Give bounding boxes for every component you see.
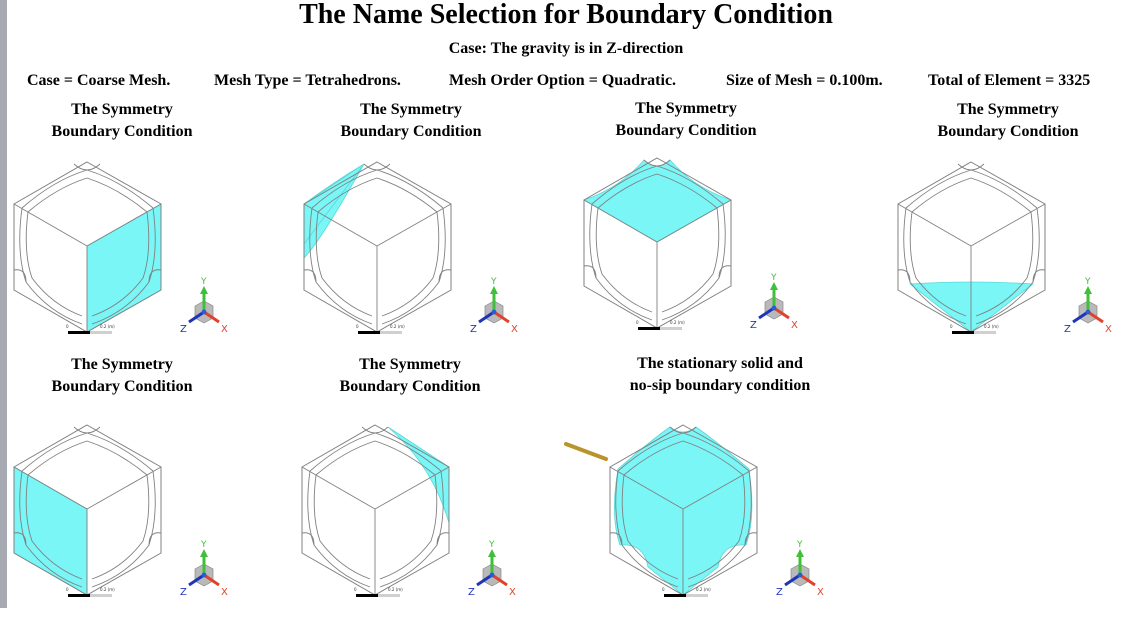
panel-6-geometry [302, 425, 537, 615]
geometry-edge [971, 204, 1045, 246]
geometry-edge [906, 170, 1037, 208]
axis-triad-icon [776, 540, 824, 598]
scale-bar-label: 0.2 (m) [984, 324, 999, 329]
geometry-edge [912, 178, 1031, 212]
svg-text:Z: Z [470, 324, 477, 335]
axis-triad-icon [468, 540, 516, 598]
panel-5-svg [14, 425, 249, 615]
highlighted-face [87, 204, 161, 332]
scale-bar [66, 587, 115, 597]
panel-5-label-line2: Boundary Condition [51, 378, 193, 395]
svg-text:Z: Z [180, 324, 187, 335]
svg-text:0: 0 [66, 587, 69, 592]
svg-text:0: 0 [66, 324, 69, 329]
scale-bar-label: 0.2 (m) [100, 587, 115, 592]
panel-4-label-line2: Boundary Condition [937, 123, 1079, 140]
panel-2-label-line1: The Symmetry [360, 101, 462, 118]
geometry-outline [302, 425, 449, 595]
svg-text:Z: Z [180, 587, 187, 598]
geometry-edge [314, 475, 370, 579]
svg-text:X: X [221, 324, 228, 335]
svg-text:X: X [509, 587, 516, 598]
svg-text:X: X [791, 320, 798, 331]
panel-6-svg [302, 425, 537, 615]
info-mesh-order: Mesh Order Option = Quadratic. [449, 72, 677, 89]
geometry-outline [304, 162, 451, 332]
svg-text:0: 0 [950, 324, 953, 329]
panel-2-label [321, 99, 501, 143]
svg-text:Y: Y [771, 273, 777, 283]
panel-1-svg [14, 162, 249, 352]
axis-triad-icon [470, 277, 518, 335]
scale-bar-label: 0.2 (m) [390, 324, 405, 329]
highlighted-face [14, 467, 87, 595]
geometry-edge [14, 204, 87, 246]
svg-text:X: X [817, 587, 824, 598]
svg-text:0: 0 [356, 324, 359, 329]
case-subtitle: Case: The gravity is in Z-direction [448, 40, 684, 57]
geometry-edge [382, 212, 439, 316]
scale-bar-label: 0.2 (m) [388, 587, 403, 592]
svg-text:X: X [511, 324, 518, 335]
panel-2-geometry [304, 162, 539, 352]
panel-7-svg [610, 425, 845, 615]
scale-bar [356, 324, 405, 334]
panel-3-label [596, 98, 776, 142]
axis-triad-icon [1064, 277, 1112, 335]
scale-bar [354, 587, 403, 597]
info-mesh-size: Size of Mesh = 0.100m. [726, 72, 883, 89]
panel-5-label-line1: The Symmetry [71, 356, 173, 373]
panel-7-label [600, 353, 840, 397]
svg-text:Z: Z [1064, 324, 1071, 335]
panel-3-label-line2: Boundary Condition [615, 122, 757, 139]
panel-4-label-line1: The Symmetry [957, 101, 1059, 118]
svg-text:Y: Y [201, 277, 207, 287]
panel-1-label-line1: The Symmetry [71, 101, 173, 118]
stick-marker [560, 440, 612, 464]
geometry-edge [380, 475, 437, 579]
panel-6-label-line2: Boundary Condition [339, 378, 481, 395]
info-mesh-type: Mesh Type = Tetrahedrons. [214, 72, 401, 89]
geometry-edge [92, 475, 149, 579]
geometry-edge [302, 467, 375, 509]
geometry-edge [87, 467, 161, 509]
svg-text:Y: Y [491, 277, 497, 287]
panel-3-svg [584, 158, 819, 348]
geometry-edge [377, 204, 451, 246]
svg-text:Z: Z [750, 320, 757, 331]
panel-1-label-line2: Boundary Condition [51, 123, 193, 140]
geometry-edge [74, 427, 100, 433]
panel-3-label-line1: The Symmetry [635, 100, 737, 117]
svg-text:0: 0 [354, 587, 357, 592]
svg-text:Z: Z [468, 587, 475, 598]
axis-triad-icon [180, 277, 228, 335]
geometry-edge [74, 164, 100, 170]
axis-triad-icon [750, 273, 798, 331]
svg-text:Y: Y [1085, 277, 1091, 287]
info-total-elements: Total of Element = 3325 [928, 72, 1091, 89]
side-bar [0, 0, 7, 608]
svg-text:Y: Y [201, 540, 207, 550]
panel-6-label [320, 354, 500, 398]
panel-6-label-line1: The Symmetry [359, 356, 461, 373]
highlighted-face [304, 164, 364, 258]
panel-7-label-line2: no-sip boundary condition [629, 377, 811, 394]
info-case: Case = Coarse Mesh. [27, 72, 171, 89]
scale-bar-label: 0.2 (m) [100, 324, 115, 329]
geometry-edge [958, 164, 984, 170]
geometry-edge [898, 204, 971, 246]
scale-bar [636, 320, 685, 330]
panel-7-geometry [610, 425, 845, 615]
panel-1-label [32, 99, 212, 143]
panel-4-geometry [898, 162, 1124, 352]
panel-3-geometry [584, 158, 819, 348]
svg-text:Y: Y [489, 540, 495, 550]
axis-triad-icon [180, 540, 228, 598]
panel-5-geometry [14, 425, 249, 615]
geometry-edge [26, 212, 82, 316]
panel-2-label-line2: Boundary Condition [340, 123, 482, 140]
svg-text:0: 0 [636, 320, 639, 325]
page-title: The Name Selection for Boundary Condition [299, 0, 833, 30]
svg-text:0: 0 [662, 587, 665, 592]
scale-bar-label: 0.2 (m) [696, 587, 711, 592]
geometry-edge [28, 441, 147, 475]
geometry-edge [22, 170, 153, 208]
panel-1-geometry [14, 162, 249, 352]
geometry-edge [28, 178, 147, 212]
svg-text:X: X [221, 587, 228, 598]
panel-5-label [32, 354, 212, 398]
scale-bar-label: 0.2 (m) [670, 320, 685, 325]
svg-text:Y: Y [797, 540, 803, 550]
svg-text:Z: Z [776, 587, 783, 598]
panel-7-label-line1: The stationary solid and [637, 355, 803, 372]
panel-4-label [918, 99, 1098, 143]
geometry-edge [362, 427, 388, 433]
geometry-edge [364, 164, 390, 170]
geometry-edge [22, 433, 153, 471]
panel-4-svg [898, 162, 1124, 352]
panel-2-svg [304, 162, 539, 352]
svg-text:X: X [1105, 324, 1112, 335]
